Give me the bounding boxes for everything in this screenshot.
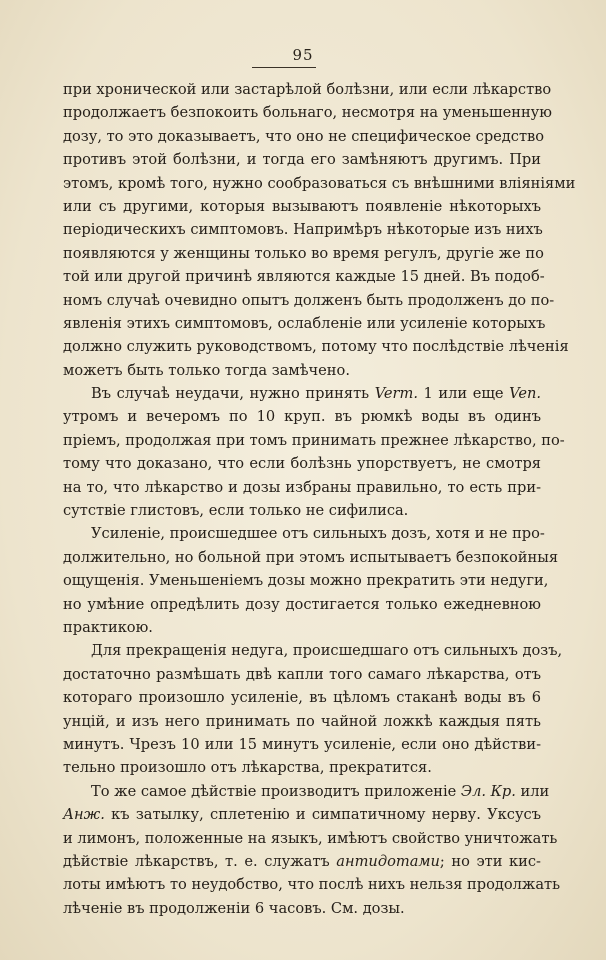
- text-run: или: [515, 782, 550, 800]
- text-line: [63, 710, 541, 733]
- text-run: или съ другими, которыя вызываютъ появленіе нѣкоторыхъ: [63, 197, 541, 215]
- text-run: лоты имѣютъ то неудобство, что послѣ нихъ нельзя продолжать: [63, 876, 561, 894]
- text-run: сутствіе глистовъ, если только не сифилиса.: [63, 502, 409, 520]
- text-line: [63, 125, 545, 148]
- text-line: [63, 569, 549, 592]
- text-line: [63, 452, 541, 475]
- text-line: [63, 663, 541, 686]
- text-run: должительно, но больной при этомъ испытываетъ безпокойныя: [63, 548, 559, 566]
- paragraph: [63, 639, 563, 779]
- text-run: Усиленіе, происшедшее отъ сильныхъ дозъ, хотя и не про-: [91, 525, 545, 543]
- text-run: но умѣние опредѣлить дозу достигается только ежедневною: [63, 595, 541, 613]
- text-run: тельно произошло отъ лѣкарства, прекратится.: [63, 759, 432, 777]
- text-line: [63, 522, 545, 545]
- text-line: [63, 195, 541, 218]
- text-run: дѣйствіе лѣкарствъ, т. е. служатъ: [63, 852, 337, 870]
- text-line: [63, 546, 559, 569]
- text-run: практикою.: [63, 618, 153, 636]
- text-run: унцій, и изъ него принимать по чайной ложкѣ каждыя пять: [63, 712, 541, 730]
- text-run: ; но эти кис-: [439, 852, 541, 870]
- text-line: [63, 616, 541, 639]
- text-run: лѣченіе въ продолженіи 6 часовъ. См. дозы.: [63, 899, 405, 917]
- text-line: [63, 101, 552, 124]
- text-line: [63, 897, 541, 920]
- text-run: появляются у женщины только во время регулъ, другіе же по: [63, 244, 544, 262]
- text-line: [63, 499, 541, 522]
- text-run: продолжаетъ безпокоить больнаго, несмотря на уменьшенную: [63, 104, 552, 122]
- italic-text: Verm.: [374, 385, 418, 403]
- text-run: той или другой причинѣ являются каждые 15 дней. Въ подоб-: [63, 268, 545, 286]
- text-line: [63, 218, 541, 241]
- text-line: [63, 686, 541, 709]
- text-line: [63, 733, 541, 756]
- text-line: [63, 265, 545, 288]
- text-run: ощущенія. Уменьшеніемъ дозы можно прекратить эти недуги,: [63, 572, 549, 590]
- text-line: [63, 429, 565, 452]
- text-line: [63, 359, 541, 382]
- text-line: [63, 803, 541, 826]
- text-run: тому что доказано, что если болѣзнь упорствуетъ, не смотря: [63, 455, 541, 473]
- italic-text: Анж.: [63, 806, 105, 824]
- text-line: [63, 405, 541, 428]
- text-run: дозу, то это доказываетъ, что оно не специфическое средство: [63, 127, 545, 145]
- text-line: [63, 780, 550, 803]
- text-run: явленія этихъ симптомовъ, ослабленіе или усиленіе которыхъ: [63, 314, 546, 332]
- text-line: [63, 289, 555, 312]
- text-run: къ затылку, сплетенію и симпатичному нерву. Уксусъ: [104, 806, 541, 824]
- text-line: [63, 312, 546, 335]
- page-number: 95: [292, 46, 314, 64]
- page-number-rule: [252, 67, 316, 68]
- text-run: котораго произошло усиленіе, въ цѣломъ стаканѣ воды въ 6: [63, 689, 541, 707]
- text-run: этомъ, кромѣ того, нужно сообразоваться съ внѣшними вліяніями: [63, 174, 576, 192]
- text-line: [63, 476, 541, 499]
- text-run: при хронической или застарѣлой болѣзни, или если лѣкарство: [63, 81, 552, 98]
- text-run: должно служить руководствомъ, потому что послѣдствіе лѣченія: [63, 338, 569, 356]
- paragraph: [63, 78, 576, 382]
- body-text: [63, 78, 576, 920]
- text-line: [63, 873, 561, 896]
- text-run: пріемъ, продолжая при томъ принимать прежнее лѣкарство, по-: [63, 431, 565, 449]
- text-run: номъ случаѣ очевидно опытъ долженъ быть продолженъ до по-: [63, 291, 555, 309]
- text-run: періодическихъ симптомовъ. Напримѣръ нѣкоторые изъ нихъ: [63, 221, 543, 239]
- text-run: То же самое дѣйствіе производитъ приложеніе: [91, 782, 461, 800]
- paragraph: [63, 382, 565, 522]
- text-line: [63, 172, 576, 195]
- text-line: [63, 756, 541, 779]
- text-run: можетъ быть только тогда замѣчено.: [63, 361, 350, 379]
- text-run: на то, что лѣкарство и дозы избраны правильно, то есть при-: [63, 478, 541, 496]
- text-run: и лимонъ, положенные на языкъ, имѣютъ свойство уничтожать: [63, 829, 558, 847]
- text-line: [63, 850, 541, 873]
- text-run: 1 или еще: [417, 385, 510, 403]
- text-line: [63, 148, 541, 171]
- paragraph: [63, 522, 559, 639]
- text-line: [63, 335, 569, 358]
- text-run: минутъ. Чрезъ 10 или 15 минутъ усиленіе, если оно дѣйстви-: [63, 735, 541, 753]
- text-run: противъ этой болѣзни, и тогда его замѣняютъ другимъ. При: [63, 151, 541, 169]
- text-run: утромъ и вечеромъ по 10 круп. въ рюмкѣ воды въ одинъ: [63, 408, 541, 426]
- text-run: Для прекращенія недуга, происшедшаго отъ сильныхъ дозъ,: [91, 642, 563, 660]
- italic-text: антидотами: [336, 852, 440, 870]
- text-line: [63, 639, 563, 662]
- italic-text: Ven.: [509, 385, 541, 403]
- text-line: [63, 827, 558, 850]
- paragraph: [63, 780, 561, 920]
- italic-text: Эл. Кр.: [460, 782, 516, 800]
- text-line: [63, 382, 541, 405]
- text-run: достаточно размѣшать двѣ капли того самаго лѣкарства, отъ: [63, 665, 541, 683]
- text-line: [63, 593, 541, 616]
- text-line: [63, 78, 552, 101]
- text-line: [63, 242, 544, 265]
- text-run: Въ случаѣ неудачи, нужно принять: [91, 385, 375, 403]
